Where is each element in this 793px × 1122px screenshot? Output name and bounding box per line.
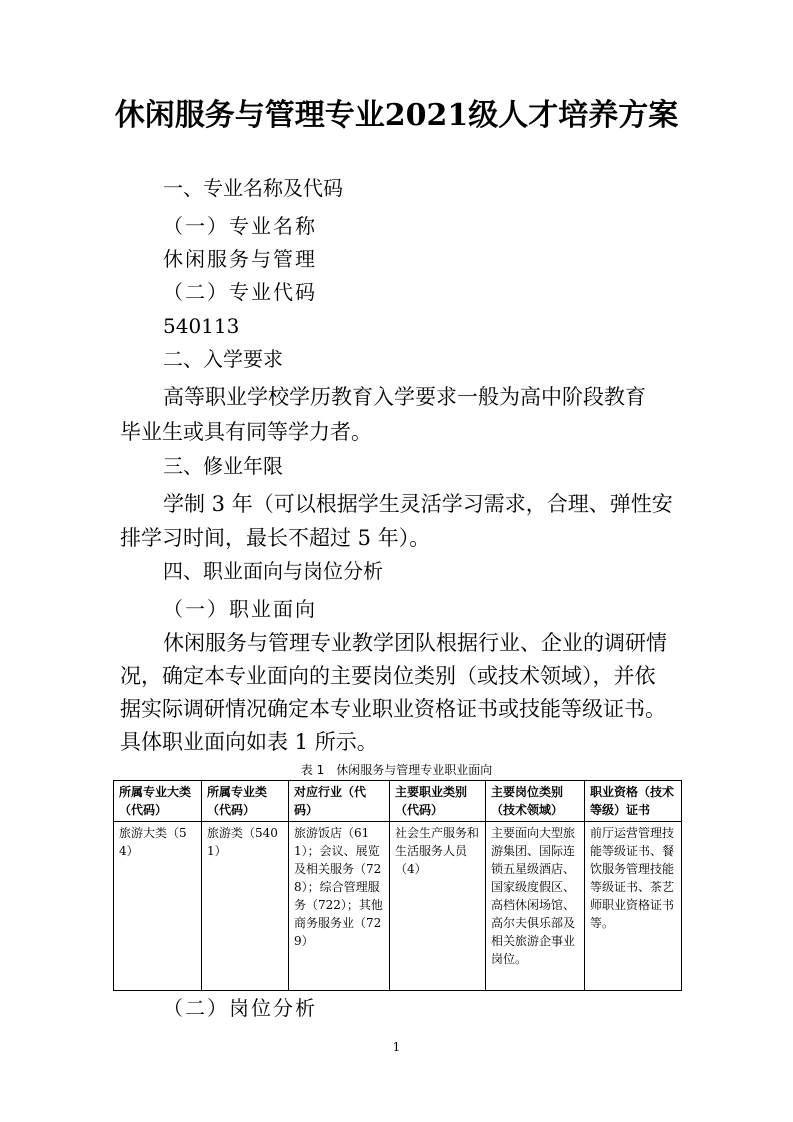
duration-text-line-1: 学制 3 年（可以根据学生灵活学习需求，合理、弹性安: [163, 492, 673, 516]
table-header-row: [114, 781, 682, 822]
heading-admission: 二、入学要求: [163, 347, 283, 371]
table-header-cell: 主要职业类别（代码）: [390, 781, 486, 822]
subheading-major-name: （一）专业名称: [163, 214, 317, 238]
page-number: 1: [392, 1040, 401, 1054]
table-header-cell: 职业资格（技术等级）证书: [585, 781, 682, 822]
table-header-cell: 所属专业大类（代码）: [114, 781, 202, 822]
table-cell: 旅游类（5401）: [202, 822, 289, 991]
table-caption: 表 1 休闲服务与管理专业职业面向: [300, 763, 493, 777]
document-title: 休闲服务与管理专业2021级人才培养方案: [114, 98, 679, 133]
career-text-line-4: 具体职业面向如表 1 所示。: [120, 730, 378, 754]
admission-text-line-1: 高等职业学校学历教育入学要求一般为高中阶段教育: [163, 385, 646, 409]
major-code-value: 540113: [163, 314, 240, 338]
table-cell: 主要面向大型旅游集团、国际连锁五星级酒店、国家级度假区、高档休闲场馆、高尔夫俱乐部及相关旅游企事业岗位。: [486, 822, 585, 991]
table-cell: 前厅运营管理技能等级证书、餐饮服务管理技能等级证书、茶艺师职业资格证书等。: [585, 822, 682, 991]
heading-major: 一、专业名称及代码: [163, 176, 343, 200]
career-table: [113, 780, 682, 991]
table-cell: 社会生产服务和生活服务人员（4）: [390, 822, 486, 991]
subheading-post-analysis: （二）岗位分析: [163, 996, 317, 1020]
duration-text-line-2: 排学习时间，最长不超过 5 年）。: [120, 526, 431, 550]
admission-text-line-2: 毕业生或具有同等学力者。: [120, 420, 372, 444]
heading-career: 四、职业面向与岗位分析: [163, 559, 383, 583]
table-cell: 旅游饭店（611）；会议、展览及相关服务（728）；综合管理服务（722）；其他商务服务业（729）: [289, 822, 390, 991]
major-name-value: 休闲服务与管理: [163, 247, 317, 271]
career-text-line-2: 况，确定本专业面向的主要岗位类别（或技术领域），并依: [120, 664, 656, 688]
career-text-line-3: 据实际调研情况确定本专业职业资格证书或技能等级证书。: [120, 697, 666, 721]
table-header-cell: 对应行业（代码）: [289, 781, 390, 822]
heading-duration: 三、修业年限: [163, 454, 283, 478]
table-cell: 旅游大类（54）: [114, 822, 202, 991]
subheading-major-code: （二）专业代码: [163, 280, 317, 304]
table-header-cell: 所属专业类（代码）: [202, 781, 289, 822]
table-header-cell: 主要岗位类别（技术领域）: [486, 781, 585, 822]
table-row: [114, 822, 682, 991]
career-text-line-1: 休闲服务与管理专业教学团队根据行业、企业的调研情: [163, 631, 667, 655]
subheading-career: （一）职业面向: [163, 597, 317, 621]
